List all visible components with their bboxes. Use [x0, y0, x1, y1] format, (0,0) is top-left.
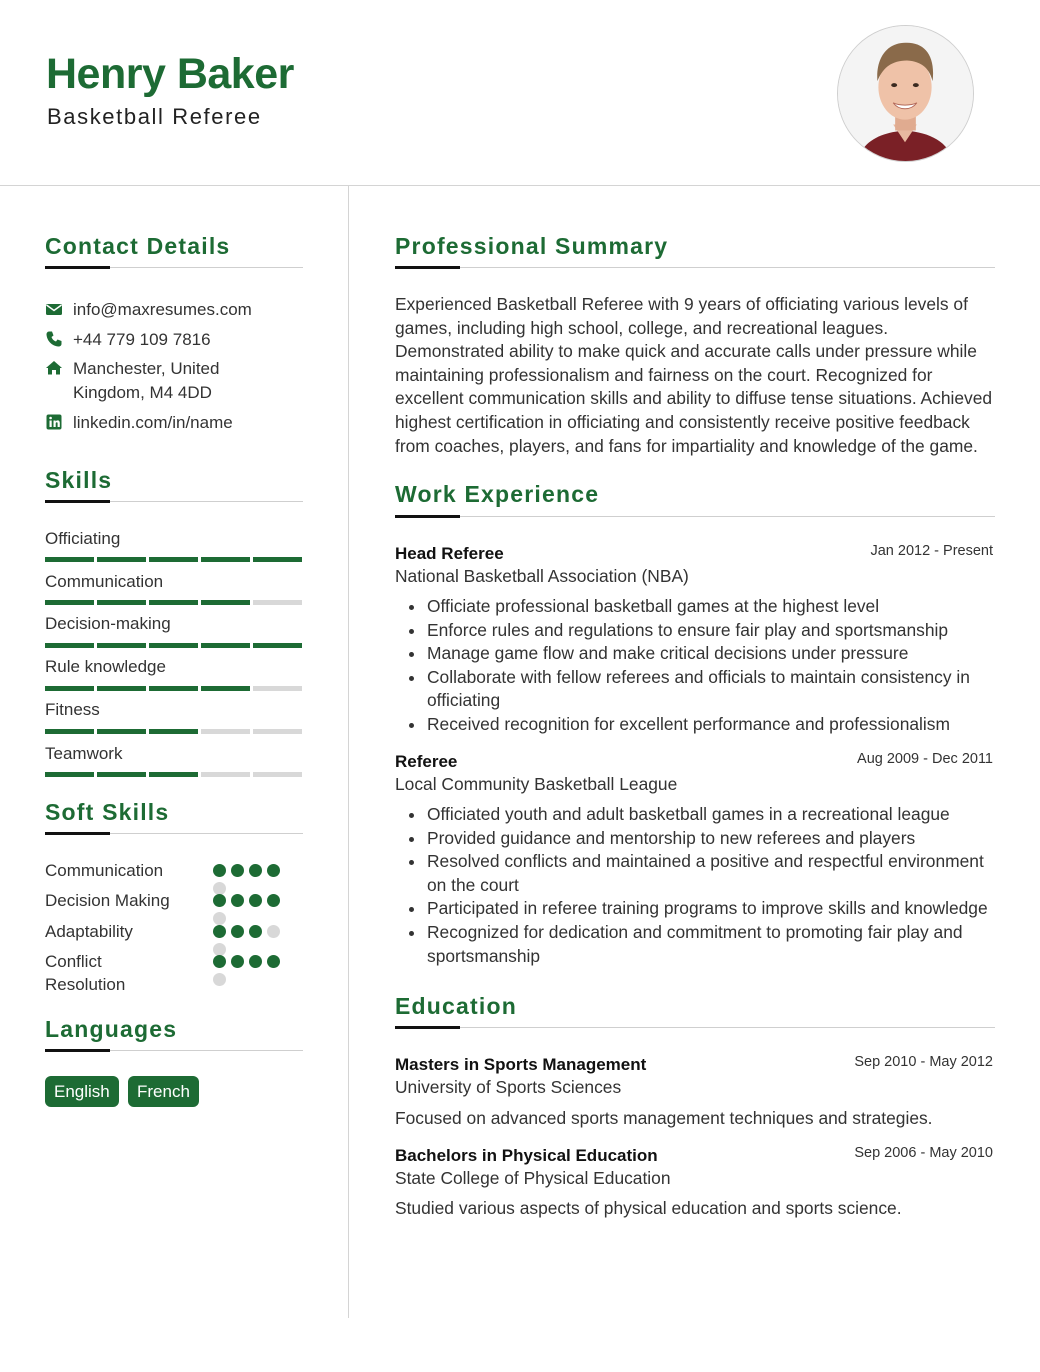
- rating-dot: [213, 955, 226, 968]
- job-1-bullet: Received recognition for excellent performance and professionalism: [395, 713, 995, 737]
- soft-skill-name-line1: Decision Making: [45, 891, 170, 910]
- rating-dot: [231, 955, 244, 968]
- skill-level-segment: [97, 557, 146, 562]
- job-1-bullet: Enforce rules and regulations to ensure fair play and sportsmanship: [395, 619, 995, 643]
- skill-level-segment: [45, 643, 94, 648]
- skill-name: Teamwork: [45, 744, 123, 763]
- skill-level-segment: [97, 729, 146, 734]
- job-2-bullets: [395, 803, 995, 968]
- job-1-bullet: Collaborate with fellow referees and officials to maintain consistency in officiating: [395, 666, 995, 713]
- education-section-accent: [395, 1026, 460, 1029]
- skill-name: Officiating: [45, 529, 121, 548]
- skills-section-title: Skills: [45, 467, 113, 493]
- experience-section-title: Work Experience: [395, 481, 600, 507]
- soft-skill-name: [45, 889, 170, 912]
- job-2-org: Local Community Basketball League: [395, 774, 678, 794]
- summary-section-accent: [395, 266, 460, 269]
- skill-level-segment: [45, 557, 94, 562]
- skill-level-segment: [253, 600, 302, 605]
- contact-email-text: info@maxresumes.com: [73, 300, 252, 319]
- language-pill-english: English: [45, 1076, 119, 1107]
- skill-level-segment: [201, 600, 250, 605]
- soft-skills-section-accent: [45, 832, 110, 835]
- skill-level-bar: [45, 772, 302, 777]
- skill-level-segment: [45, 600, 94, 605]
- contact-address-line2: Kingdom, M4 4DD: [73, 383, 212, 402]
- soft-skill-name-line1: Adaptability: [45, 922, 133, 941]
- skill-level-bar: [45, 729, 302, 734]
- skill-level-segment: [149, 600, 198, 605]
- skill-name: Rule knowledge: [45, 657, 166, 676]
- education-2-description: Studied various aspects of physical education and sports science.: [395, 1198, 902, 1218]
- skill-level-segment: [97, 600, 146, 605]
- skill-level-segment: [201, 729, 250, 734]
- envelope-icon: [45, 300, 63, 318]
- soft-skill-name: [45, 950, 125, 996]
- skills-section-accent: [45, 500, 110, 503]
- rating-dot: [267, 864, 280, 877]
- skill-level-segment: [97, 772, 146, 777]
- soft-skill-name: [45, 859, 163, 882]
- skill-level-segment: [149, 643, 198, 648]
- education-section-title: Education: [395, 993, 517, 1019]
- contact-linkedin-text: linkedin.com/in/name: [73, 413, 233, 432]
- rating-dot: [249, 864, 262, 877]
- languages-section-accent: [45, 1049, 110, 1052]
- skill-level-segment: [97, 686, 146, 691]
- column-divider: [348, 186, 349, 1318]
- skill-level-segment: [201, 772, 250, 777]
- job-1-bullets: [395, 595, 995, 737]
- education-2-school: State College of Physical Education: [395, 1168, 671, 1188]
- contact-section-accent: [45, 266, 110, 269]
- contact-email[interactable]: [45, 298, 305, 322]
- linkedin-icon: [45, 413, 63, 431]
- experience-section-line: [395, 516, 995, 517]
- education-1-school: University of Sports Sciences: [395, 1077, 622, 1097]
- education-1-date: Sep 2010 - May 2012: [854, 1054, 993, 1070]
- job-1-org: National Basketball Association (NBA): [395, 566, 689, 586]
- rating-dot: [213, 894, 226, 907]
- skill-level-segment: [201, 643, 250, 648]
- rating-dot: [249, 894, 262, 907]
- soft-skills-section-title: Soft Skills: [45, 799, 170, 825]
- rating-dot: [213, 925, 226, 938]
- rating-dot: [231, 925, 244, 938]
- contact-linkedin[interactable]: [45, 411, 305, 435]
- skill-level-segment: [149, 557, 198, 562]
- skill-level-bar: [45, 643, 302, 648]
- skill-name: Decision-making: [45, 614, 171, 633]
- rating-dot: [213, 912, 226, 925]
- contact-address-line1: Manchester, United: [73, 359, 220, 378]
- rating-dot: [267, 894, 280, 907]
- job-1-date: Jan 2012 - Present: [870, 543, 993, 559]
- rating-dot: [231, 894, 244, 907]
- soft-skill-name: [45, 920, 133, 943]
- rating-dot: [231, 864, 244, 877]
- skill-level-segment: [253, 557, 302, 562]
- summary-section-title: Professional Summary: [395, 233, 669, 259]
- job-2-role: Referee: [395, 752, 458, 771]
- job-2-bullet: Recognized for dedication and commitment to promoting fair play and sportsmanship: [395, 921, 995, 968]
- education-1-description: Focused on advanced sports management techniques and strategies.: [395, 1108, 933, 1128]
- job-1-bullet: Officiate professional basketball games at the highest level: [395, 595, 995, 619]
- education-2-date: Sep 2006 - May 2010: [854, 1145, 993, 1161]
- skill-level-segment: [97, 643, 146, 648]
- candidate-name: Henry Baker: [46, 50, 294, 98]
- skill-name: Fitness: [45, 700, 100, 719]
- soft-skill-rating: [213, 955, 293, 969]
- skill-level-segment: [253, 729, 302, 734]
- soft-skill-rating: [213, 894, 293, 908]
- contact-phone-text: +44 779 109 7816: [73, 330, 211, 349]
- contact-address: [45, 357, 305, 405]
- skill-level-segment: [253, 772, 302, 777]
- skill-level-segment: [45, 686, 94, 691]
- rating-dot: [267, 955, 280, 968]
- skill-level-bar: [45, 557, 302, 562]
- rating-dot: [249, 955, 262, 968]
- skill-level-segment: [45, 729, 94, 734]
- skill-level-segment: [149, 772, 198, 777]
- profile-photo-illustration: [838, 26, 973, 161]
- job-1-bullet: Manage game flow and make critical decisions under pressure: [395, 642, 995, 666]
- education-1-degree: Masters in Sports Management: [395, 1055, 647, 1074]
- contact-section-title: Contact Details: [45, 233, 231, 259]
- job-2-bullet: Officiated youth and adult basketball games in a recreational league: [395, 803, 995, 827]
- skill-level-segment: [149, 729, 198, 734]
- skill-level-segment: [45, 772, 94, 777]
- soft-skill-rating: [213, 864, 293, 878]
- skill-level-bar: [45, 686, 302, 691]
- home-icon: [45, 359, 63, 377]
- rating-dot: [249, 925, 262, 938]
- rating-dot: [213, 973, 226, 986]
- soft-skill-name-line1: Communication: [45, 861, 164, 880]
- skill-level-segment: [253, 643, 302, 648]
- job-2-bullet: Participated in referee training programs to improve skills and knowledge: [395, 897, 995, 921]
- rating-dot: [267, 925, 280, 938]
- education-2-degree: Bachelors in Physical Education: [395, 1146, 658, 1165]
- soft-skill-rating: [213, 925, 293, 939]
- rating-dot: [213, 864, 226, 877]
- experience-section-accent: [395, 515, 460, 518]
- skill-level-segment: [253, 686, 302, 691]
- candidate-title: Basketball Referee: [47, 104, 262, 129]
- skill-name: Communication: [45, 572, 164, 591]
- job-2-bullet: Resolved conflicts and maintained a positive and respectful environment on the court: [395, 850, 995, 897]
- languages-section-title: Languages: [45, 1016, 178, 1042]
- job-2-date: Aug 2009 - Dec 2011: [857, 751, 993, 767]
- soft-skill-name-line1: Conflict: [45, 952, 102, 971]
- soft-skill-name-line2: Resolution: [45, 975, 126, 994]
- contact-phone[interactable]: [45, 328, 305, 352]
- skill-level-bar: [45, 600, 302, 605]
- skill-level-segment: [201, 686, 250, 691]
- job-2-bullet: Provided guidance and mentorship to new referees and players: [395, 827, 995, 851]
- skill-level-segment: [201, 557, 250, 562]
- language-pill-french: French: [128, 1076, 199, 1107]
- summary-section-line: [395, 267, 995, 268]
- profile-photo: [837, 25, 974, 162]
- resume-header: [0, 0, 1040, 186]
- job-1-role: Head Referee: [395, 544, 504, 563]
- phone-icon: [45, 330, 63, 348]
- skill-level-segment: [149, 686, 198, 691]
- summary-text: Experienced Basketball Referee with 9 years of officiating various levels of games, including high school, college, and recreational leagues. Demonstrated ability to make quick and accurate calls under pressure while maintaining professionalism and fairness on the court. Recognized for excellent communication skills and ability to diffuse tense situations. Achieved highest certification in officiating and consistently receive positive feedback from coaches, players, and fans for impartiality and knowledge of the game.: [395, 294, 993, 456]
- education-section-line: [395, 1027, 995, 1028]
